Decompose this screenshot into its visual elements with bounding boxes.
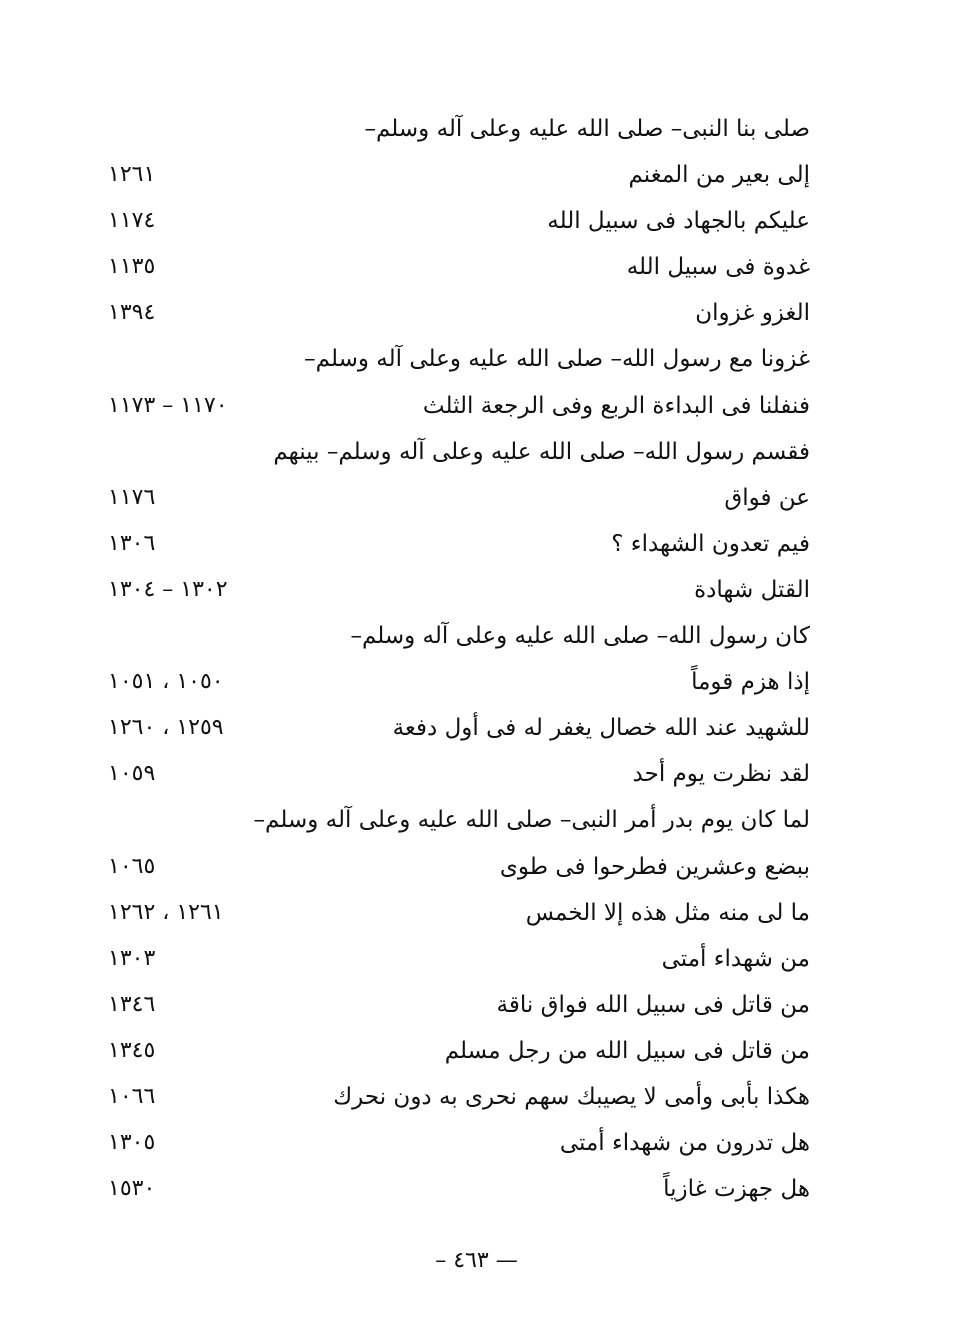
index-entry: [100, 751, 810, 797]
entry-reference: ١١٧٠ – ١١٧٣: [108, 392, 228, 418]
index-entry: [100, 106, 810, 152]
entry-text: للشهيد عند الله خصال يغفر له فى أول دفعة: [392, 715, 810, 742]
index-entry: [100, 1074, 810, 1120]
entry-reference: ١٣٤٥: [108, 1037, 156, 1063]
entry-text: فقسم رسول الله– صلى الله عليه وعلى آله وسلم– بينهم: [273, 438, 810, 465]
page-number: — ٤٦٣ –: [435, 1248, 518, 1273]
index-entry: [100, 705, 810, 751]
entry-reference: ١٣٠٣: [108, 945, 156, 971]
entry-text: كان رسول الله– صلى الله عليه وعلى آله وسلم–: [350, 623, 810, 650]
entry-text: من قاتل فى سبيل الله من رجل مسلم: [444, 1037, 810, 1064]
entry-reference: ١١٧٦: [108, 484, 156, 510]
entry-text: هل جهزت غازياً: [663, 1176, 810, 1203]
index-entry: [100, 475, 810, 521]
entry-text: لقد نظرت يوم أحد: [632, 761, 810, 788]
index-entry: [100, 982, 810, 1028]
entry-text: صلى بنا النبى– صلى الله عليه وعلى آله وسلم–: [364, 116, 810, 142]
entry-reference: ١٠٦٦: [108, 1083, 156, 1109]
entry-text: عن فواق: [724, 484, 810, 511]
entry-reference: ١٠٥٠ ، ١٠٥١: [108, 669, 224, 695]
entry-text: ببضع وعشرين فطرحوا فى طوى: [499, 853, 810, 880]
index-entry: [100, 336, 810, 382]
index-entry: [100, 152, 810, 198]
index-entry: [100, 383, 810, 429]
index-entry: [100, 890, 810, 936]
entry-reference: ١٢٦١: [108, 162, 156, 188]
entry-text: عليكم بالجهاد فى سبيل الله: [547, 208, 810, 235]
entry-reference: ١١٣٥: [108, 254, 156, 280]
entry-reference: ١٢٦١ ، ١٢٦٢: [108, 899, 224, 925]
entry-text: من قاتل فى سبيل الله فواق ناقة: [496, 991, 810, 1018]
index-entry: [100, 797, 810, 843]
entry-reference: ١٢٥٩ ، ١٢٦٠: [108, 715, 224, 741]
index-entry: [100, 290, 810, 336]
entry-text: ما لى منه مثل هذه إلا الخمس: [525, 899, 810, 926]
index-entry: [100, 198, 810, 244]
index-entry: [100, 659, 810, 705]
entry-text: إلى بعير من المغنم: [628, 162, 810, 189]
entry-text: فنفلنا فى البداءة الربع وفى الرجعة الثلث: [422, 392, 810, 419]
entry-reference: ١٣٠٥: [108, 1130, 156, 1156]
entry-text: الغزو غزوان: [695, 300, 810, 327]
index-entry: [100, 1028, 810, 1074]
index-entry: [100, 1120, 810, 1166]
index-entry: [100, 1166, 810, 1212]
entry-text: من شهداء أمتى: [661, 945, 810, 972]
entry-reference: ١٥٣٠: [108, 1176, 156, 1202]
entry-text: إذا هزم قوماً: [691, 669, 810, 696]
entry-reference: ١٣٤٦: [108, 991, 156, 1017]
entry-text: لما كان يوم بدر أمر النبى– صلى الله عليه وعلى آله وسلم–: [253, 807, 810, 834]
entry-text: غزونا مع رسول الله– صلى الله عليه وعلى آله وسلم–: [304, 346, 810, 373]
index-entry: [100, 844, 810, 890]
index-entries: [100, 106, 810, 1212]
index-entry: [100, 429, 810, 475]
entry-reference: ١٠٦٥: [108, 853, 156, 879]
index-entry: [100, 613, 810, 659]
entry-text: هل تدرون من شهداء أمتى: [559, 1130, 810, 1157]
entry-reference: ١٣٠٦: [108, 530, 156, 556]
entry-text: هكذا بأبى وأمى لا يصيبك سهم نحرى به دون نحرك: [333, 1083, 810, 1110]
index-entry: [100, 521, 810, 567]
entry-reference: ١٣٠٢ – ١٣٠٤: [108, 576, 228, 602]
entry-reference: ١٣٩٤: [108, 300, 156, 326]
index-entry: [100, 244, 810, 290]
entry-reference: ١٠٥٩: [108, 761, 156, 787]
index-entry: [100, 936, 810, 982]
entry-text: القتل شهادة: [694, 576, 810, 603]
index-entry: [100, 567, 810, 613]
entry-reference: ١١٧٤: [108, 208, 156, 234]
entry-text: غدوة فى سبيل الله: [626, 254, 810, 281]
entry-text: فيم تعدون الشهداء ؟: [611, 530, 810, 557]
